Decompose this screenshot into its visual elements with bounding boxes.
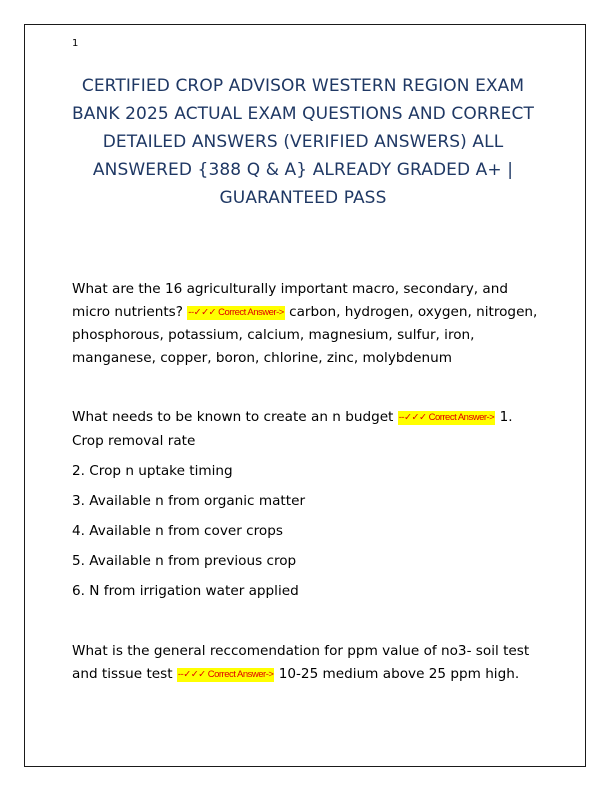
answer-text: 1. Crop removal rate <box>72 409 513 449</box>
answer-step: 4. Available n from cover crops <box>72 522 283 539</box>
answer-step-list <box>72 460 542 603</box>
qa-item <box>72 640 542 686</box>
answer-step: 2. Crop n uptake timing <box>72 462 233 479</box>
correct-answer-tag: --✓✓✓ Correct Answer-> <box>398 412 495 423</box>
correct-answer-tag: --✓✓✓ Correct Answer-> <box>177 668 274 680</box>
document-title: CERTIFIED CROP ADVISOR WESTERN REGION EXAM BANK 2025 ACTUAL EXAM QUESTIONS AND CORRECT DETAILED ANSWERS (VERIFIED ANSWERS) ALL ANSWERED {388 Q & A} ALREADY GRADED A+ | GUARANTEED PASS <box>72 76 534 208</box>
qa-item <box>72 406 542 610</box>
question-text: What is the general reccomendation for ppm value of no3- soil test and tissue test <box>72 643 530 682</box>
answer-step: 5. Available n from previous crop <box>72 552 297 569</box>
qa-item <box>72 278 542 369</box>
answer-step: 3. Available n from organic matter <box>72 492 306 509</box>
question-text: What needs to be known to create an n budget <box>72 409 394 425</box>
answer-text: 10-25 medium above 25 ppm high. <box>278 665 520 682</box>
page-number: 1 <box>72 38 79 49</box>
correct-answer-tag: --✓✓✓ Correct Answer-> <box>188 306 284 318</box>
answer-step: 6. N from irrigation water applied <box>72 582 299 599</box>
answer-text: carbon, hydrogen, oxygen, nitrogen, phosphorous, potassium, calcium, magnesium, sulfur, iron, manganese, copper, boron, chlorine, zinc, molybdenum <box>72 303 538 366</box>
question-text: What are the 16 agriculturally important macro, secondary, and micro nutrients? <box>72 281 509 320</box>
